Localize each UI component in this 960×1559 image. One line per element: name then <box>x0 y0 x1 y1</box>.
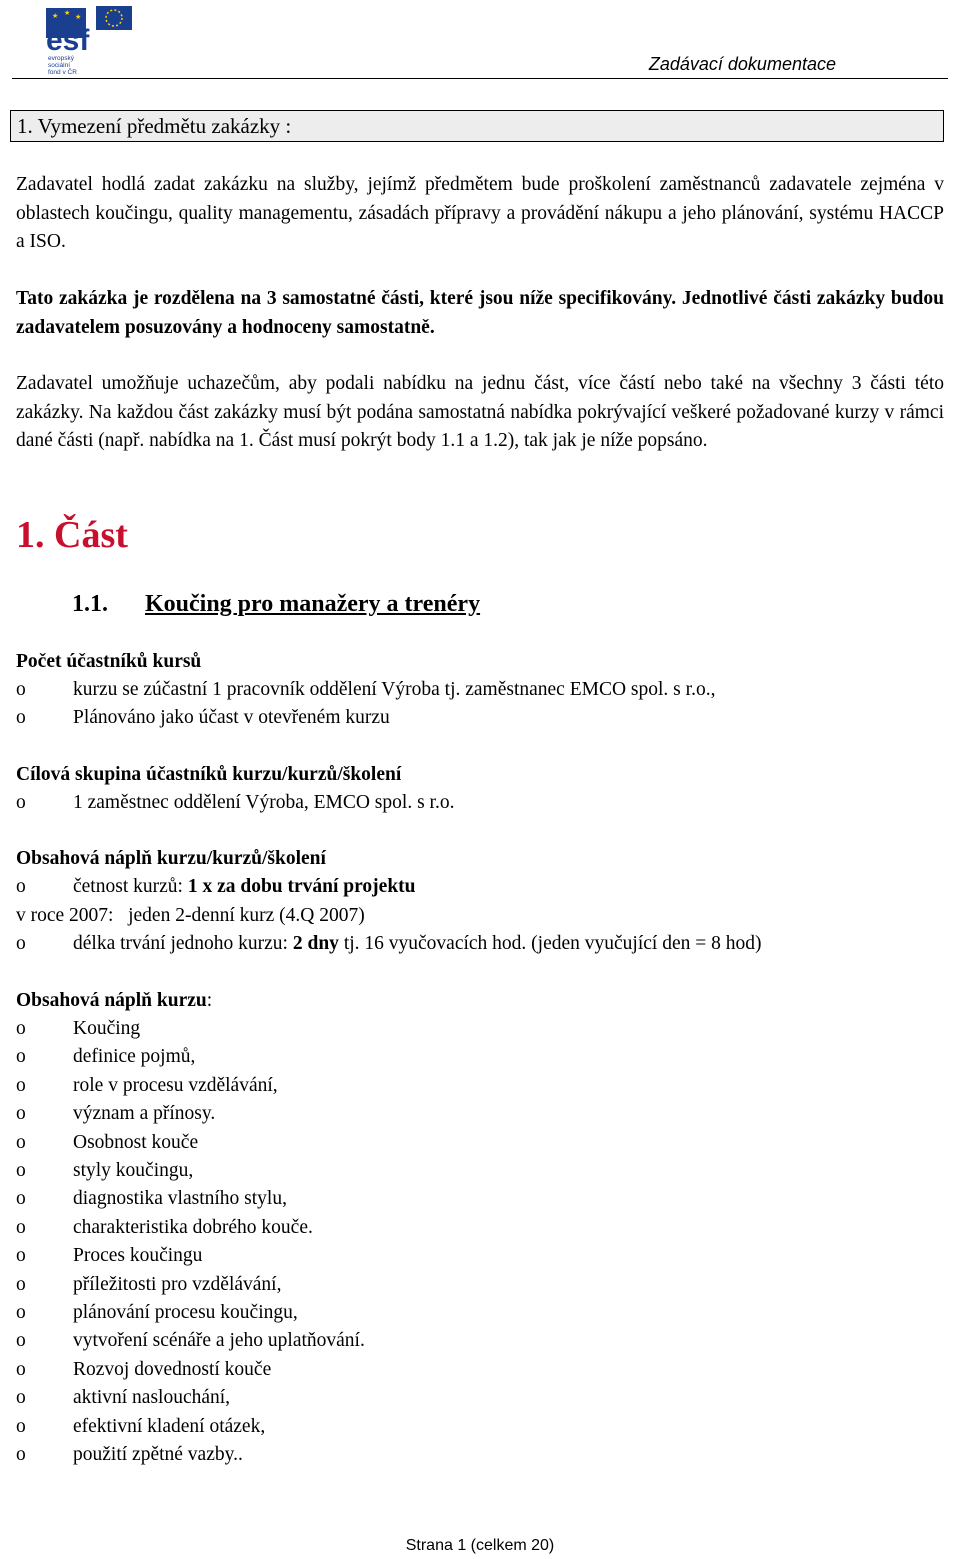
bullet-mark: o <box>16 1188 26 1210</box>
list-item: o kurzu se zúčastní 1 pracovník oddělení Výroba tj. zaměstnanec EMCO spol. s r.o., <box>16 679 716 700</box>
part-title: Část <box>54 514 128 556</box>
list-item-text: aktivní naslouchání, <box>73 1387 231 1409</box>
list-item-text: vytvoření scénáře a jeho uplatňování. <box>73 1330 365 1352</box>
subsection-number: 1.1. <box>72 591 108 617</box>
bullet-mark: o <box>16 1358 26 1380</box>
frequency-line: o četnost kurzů: 1 x za dobu trvání projektu <box>16 876 416 897</box>
list-item-text: diagnostika vlastního stylu, <box>73 1188 287 1210</box>
section-heading: 1. Vymezení předmětu zakázky : <box>10 110 944 142</box>
subsection-title: Koučing pro manažery a trenéry <box>145 591 481 617</box>
list-item-text: Osobnost kouče <box>73 1131 199 1153</box>
bullet-mark: o <box>16 1273 26 1295</box>
bullet-mark: o <box>16 1415 26 1437</box>
part-heading <box>16 510 128 560</box>
list-item <box>16 1327 365 1356</box>
list-item <box>16 1015 140 1044</box>
list-item-text: příležitosti pro vzdělávání, <box>73 1273 282 1295</box>
year-line: v roce 2007: jeden 2-denní kurz (4.Q 2007) <box>16 905 365 926</box>
bullet-mark: o <box>16 1103 26 1125</box>
list-item <box>16 1413 265 1442</box>
bullet-mark: o <box>16 1302 26 1323</box>
logo-wordmark: esf <box>46 24 90 57</box>
list-item: o Plánováno jako účast v otevřeném kurzu <box>16 707 390 728</box>
list-item <box>16 1100 215 1129</box>
participants-heading: Počet účastníků kursů <box>16 651 202 672</box>
bullet-mark: o <box>16 1131 26 1153</box>
content-general-heading: Obsahová náplň kurzu/kurzů/školení <box>16 848 326 869</box>
svg-text:★: ★ <box>75 13 82 21</box>
bullet-mark: o <box>16 1018 26 1039</box>
list-item <box>16 1157 193 1186</box>
bullet-mark: o <box>16 1245 26 1267</box>
intro-paragraph-2: Tato zakázka je rozdělena na 3 samostatné části, které jsou níže specifikovány. Jednotlivé části zakázky budou zadavatelem posuzovány a hodnoceny samostatně. <box>16 288 944 338</box>
bullet-mark: o <box>16 1160 26 1181</box>
document-title: Zadávací dokumentace <box>648 54 836 74</box>
list-item-text: role v procesu vzdělávání, <box>73 1074 278 1096</box>
list-item-text: Rozvoj dovedností kouče <box>73 1358 272 1380</box>
list-item <box>16 1072 278 1101</box>
page-number: Strana 1 (celkem 20) <box>405 1537 555 1554</box>
esf-logo <box>44 6 134 74</box>
duration-line: o délka trvání jednoho kurzu: 2 dny tj. 16 vyučovacích hod. (jeden vyučující den = 8 hod) <box>16 933 762 954</box>
bullet-mark: o <box>16 1216 26 1238</box>
list-item <box>16 1271 281 1300</box>
list-item <box>16 1441 243 1470</box>
svg-text:★: ★ <box>64 9 71 17</box>
intro-paragraph-1: Zadavatel hodlá zadat zakázku na služby, jejímž předmětem bude proškolení zaměstnanců zadavatele zejména v oblastech koučingu, quality managementu, zásadách přípravy a provádění nákupu a jeho plánování, systému HACCP a ISO. <box>16 174 944 252</box>
bullet-mark: o <box>16 1074 26 1096</box>
part-number: 1. <box>16 514 45 556</box>
bullet-mark: o <box>16 1330 26 1352</box>
list-item <box>16 1356 271 1385</box>
list-item-text: Proces koučingu <box>73 1245 203 1267</box>
list-item-text: plánování procesu koučingu, <box>73 1302 298 1323</box>
header-divider <box>12 78 948 79</box>
list-item <box>16 1242 202 1271</box>
bullet-mark: o <box>16 1387 26 1409</box>
list-item-text: styly koučingu, <box>73 1160 194 1181</box>
list-item <box>16 1043 195 1072</box>
svg-text:★: ★ <box>52 12 59 20</box>
list-item-text: použití zpětné vazby.. <box>73 1444 243 1465</box>
list-item-text: charakteristika dobrého kouče. <box>73 1216 313 1238</box>
bullet-mark: o <box>16 1046 26 1068</box>
svg-text:evropský: evropský <box>48 55 75 62</box>
intro-paragraph-3: Zadavatel umožňuje uchazečům, aby podali nabídku na jednu část, více částí nebo také na všechny 3 části této zakázky. Na každou část zakázky musí být podána samostatná nabídka pokrývající veškeré požadované kurzy v rámci dané části (např. nabídka na 1. Část musí pokrýt body 1.1 a 1.2), tak jak je níže popsáno. <box>16 373 944 451</box>
content-course-heading: Obsahová náplň kurzu: <box>16 990 213 1011</box>
svg-text:sociální: sociální <box>48 62 71 69</box>
list-item: o 1 zaměstnec oddělení Výroba, EMCO spol. s r.o. <box>16 792 455 813</box>
list-item <box>16 1299 298 1328</box>
list-item <box>16 1185 287 1214</box>
target-group-heading: Cílová skupina účastníků kurzu/kurzů/školení <box>16 764 402 785</box>
list-item <box>16 1129 198 1158</box>
list-item-text: definice pojmů, <box>73 1046 196 1068</box>
svg-text:fond v ČR: fond v ČR <box>48 69 77 74</box>
list-item-text: efektivní kladení otázek, <box>73 1415 266 1437</box>
list-item <box>16 1384 230 1413</box>
list-item-text: význam a přínosy. <box>73 1103 216 1125</box>
bullet-mark: o <box>16 1444 26 1465</box>
list-item <box>16 1214 313 1243</box>
list-item-text: Koučing <box>73 1018 141 1039</box>
